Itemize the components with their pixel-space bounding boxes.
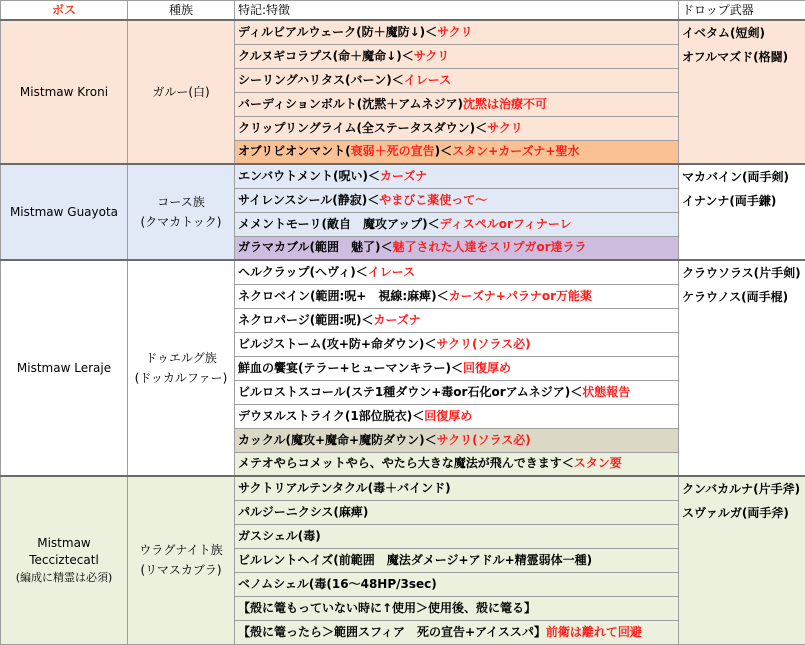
- trait-cell[interactable]: [235, 572, 679, 596]
- countermeasure-text: イレース: [368, 265, 415, 279]
- trait-text: )＜: [435, 144, 453, 158]
- trait-text: ビルジストーム(攻+防+命ダウン)＜: [238, 337, 436, 351]
- trait-text: ビルロストスコール(ステ1種ダウン+毒or石化orアムネジア)＜: [238, 385, 582, 399]
- trait-cell[interactable]: [235, 380, 679, 404]
- trait-text: バーディションボルト(沈黙＋アムネジア): [238, 97, 463, 111]
- race-family: (リマスカブラ): [140, 563, 221, 577]
- trait-text: ベノムシェル(毒(16～48HP/3sec): [238, 577, 437, 591]
- trait-text: 【殻に篭ったら＞範囲スフィア 死の宣告+アイススパ】: [238, 625, 546, 639]
- trait-text: メテオやらコメットやら、やたら大きな魔法が飛んできます＜: [238, 456, 574, 470]
- trait-cell[interactable]: [235, 620, 679, 644]
- trait-text: ヘルクラップ(ヘヴィ)＜: [238, 265, 368, 279]
- trait-text: ビルレントヘイズ(前範囲 魔法ダメージ+アドル+精霊弱体一種): [238, 553, 592, 567]
- countermeasure-text: 衰弱＋死の宣告: [351, 144, 435, 158]
- countermeasure-text: カーズナ+パラナor万能薬: [449, 289, 592, 303]
- countermeasure-text: サクリ(ソラス必): [437, 433, 531, 447]
- trait-text: カックル(魔攻+魔命+魔防ダウン)＜: [238, 433, 437, 447]
- drop-item: マカバイン(両手剣): [682, 167, 802, 191]
- race-name: ウラグナイト族: [139, 543, 222, 557]
- header-trait[interactable]: 特記:特徴: [235, 1, 679, 21]
- drop-item: オフルマズド(格闘): [682, 47, 802, 71]
- trait-cell[interactable]: [235, 524, 679, 548]
- boss-note: (編成に精霊は必須): [16, 571, 113, 584]
- countermeasure-text: カーズナ: [374, 313, 421, 327]
- trait-text: メメントモーリ(敵自 魔攻アップ)＜: [238, 217, 440, 231]
- trait-text: パルジーニクシス(麻痺): [238, 505, 368, 519]
- drop-item: スヴァルガ(両手斧): [682, 503, 802, 527]
- trait-text: クルヌギコラプス(命＋魔命↓)＜: [238, 49, 414, 63]
- boss-name: Mistmaw: [37, 536, 91, 550]
- boss-cell-kroni[interactable]: Mistmaw Kroni: [1, 20, 128, 164]
- trait-cell[interactable]: [235, 452, 679, 476]
- boss-cell-guayota[interactable]: Mistmaw Guayota: [1, 164, 128, 260]
- trait-text: サイレンスシール(静寂)＜: [238, 193, 379, 207]
- trait-cell[interactable]: [235, 356, 679, 380]
- countermeasure-text: スタン+カーズナ+聖水: [452, 144, 579, 158]
- countermeasure-text: サクリ: [414, 49, 450, 63]
- countermeasure-text: 沈黙は治療不可: [463, 97, 547, 111]
- race-family: (ドッカルファー): [135, 371, 228, 385]
- trait-cell[interactable]: [235, 116, 679, 140]
- trait-cell[interactable]: [235, 212, 679, 236]
- trait-cell[interactable]: [235, 332, 679, 356]
- countermeasure-text: やまびこ薬使って～: [379, 193, 487, 207]
- boss-cell-leraje[interactable]: Mistmaw Leraje: [1, 260, 128, 476]
- trait-cell[interactable]: [235, 308, 679, 332]
- trait-cell[interactable]: [235, 500, 679, 524]
- countermeasure-text: カーズナ: [380, 169, 427, 183]
- countermeasure-text: サクリ(ソラス必): [436, 337, 530, 351]
- trait-text: ガラマカブル(範囲 魅了)＜: [238, 240, 393, 254]
- trait-text: シーリングハリタス(バーン)＜: [238, 73, 404, 87]
- countermeasure-text: 魅了された人達をスリプガor達ララ: [393, 240, 587, 254]
- countermeasure-text: スタン要: [574, 456, 622, 470]
- countermeasure-text: ディスペルorフィナーレ: [440, 217, 572, 231]
- boss-cell-tecciztecatl[interactable]: [1, 476, 128, 644]
- trait-cell[interactable]: [235, 404, 679, 428]
- trait-cell[interactable]: [235, 44, 679, 68]
- trait-cell[interactable]: [235, 260, 679, 284]
- trait-cell-highlight[interactable]: [235, 236, 679, 260]
- trait-text: オブリビオンマント(: [238, 144, 351, 158]
- boss-name: Tecciztecatl: [29, 553, 99, 567]
- header-drop[interactable]: ドロップ武器: [679, 1, 805, 21]
- table-row: [1, 20, 805, 44]
- race-name: ドゥエルグ族: [145, 351, 216, 365]
- drop-item: イベタム(短剣): [682, 23, 802, 47]
- race-cell-leraje[interactable]: [128, 260, 235, 476]
- countermeasure-text: 回復厚め: [463, 361, 511, 375]
- race-family: (クマカトック): [140, 215, 221, 229]
- trait-cell[interactable]: [235, 92, 679, 116]
- trait-cell[interactable]: [235, 20, 679, 44]
- header-boss[interactable]: ボス: [1, 1, 128, 21]
- countermeasure-text: 前衛は離れて回避: [546, 625, 642, 639]
- drops-cell-leraje[interactable]: [679, 260, 805, 476]
- race-cell-kroni[interactable]: ガルー(白): [128, 20, 235, 164]
- drops-cell-tecciztecatl[interactable]: [679, 476, 805, 644]
- countermeasure-text: サクリ: [437, 25, 473, 39]
- trait-text: 鮮血の饗宴(テラー+ヒューマンキラー)＜: [238, 361, 463, 375]
- trait-cell[interactable]: [235, 596, 679, 620]
- trait-text: クリップリングライム(全ステータスダウン)＜: [238, 121, 487, 135]
- trait-text: ネクロベイン(範囲:呪+ 視線:麻痺)＜: [238, 289, 449, 303]
- trait-cell[interactable]: [235, 284, 679, 308]
- trait-text: ネクロパージ(範囲:呪)＜: [238, 313, 374, 327]
- trait-text: エンバウトメント(呪い)＜: [238, 169, 380, 183]
- trait-cell[interactable]: [235, 164, 679, 188]
- race-cell-guayota[interactable]: [128, 164, 235, 260]
- drops-cell-guayota[interactable]: [679, 164, 805, 260]
- trait-cell-highlight[interactable]: [235, 140, 679, 164]
- trait-text: デウヌルストライク(1部位脱衣)＜: [238, 409, 424, 423]
- header-race[interactable]: 種族: [128, 1, 235, 21]
- drop-item: イナンナ(両手鎌): [682, 191, 802, 215]
- trait-text: 【殻に篭もっていない時に↑使用＞使用後、殻に篭る】: [238, 601, 536, 615]
- table-row: [1, 260, 805, 284]
- countermeasure-text: イレース: [404, 73, 451, 87]
- drop-item: クラウソラス(片手剣): [682, 263, 802, 287]
- drop-item: ケラウノス(両手棍): [682, 287, 802, 311]
- table-row: [1, 164, 805, 188]
- race-name: コース族: [157, 195, 204, 209]
- trait-cell-highlight[interactable]: [235, 428, 679, 452]
- table-row: [1, 476, 805, 500]
- countermeasure-text: 回復厚め: [424, 409, 472, 423]
- trait-cell[interactable]: [235, 68, 679, 92]
- countermeasure-text: 状態報告: [582, 385, 630, 399]
- trait-cell[interactable]: [235, 476, 679, 500]
- trait-text: ディルビアルウェーク(防＋魔防↓)＜: [238, 25, 437, 39]
- trait-text: ガスシェル(毒): [238, 529, 321, 543]
- trait-cell[interactable]: [235, 188, 679, 212]
- race-cell-tecciztecatl[interactable]: [128, 476, 235, 644]
- trait-cell[interactable]: [235, 548, 679, 572]
- drop-item: クンバカルナ(片手斧): [682, 479, 802, 503]
- drops-cell-kroni[interactable]: [679, 20, 805, 164]
- countermeasure-text: サクリ: [487, 121, 523, 135]
- trait-text: サクトリアルテンタクル(毒＋バインド): [238, 481, 451, 495]
